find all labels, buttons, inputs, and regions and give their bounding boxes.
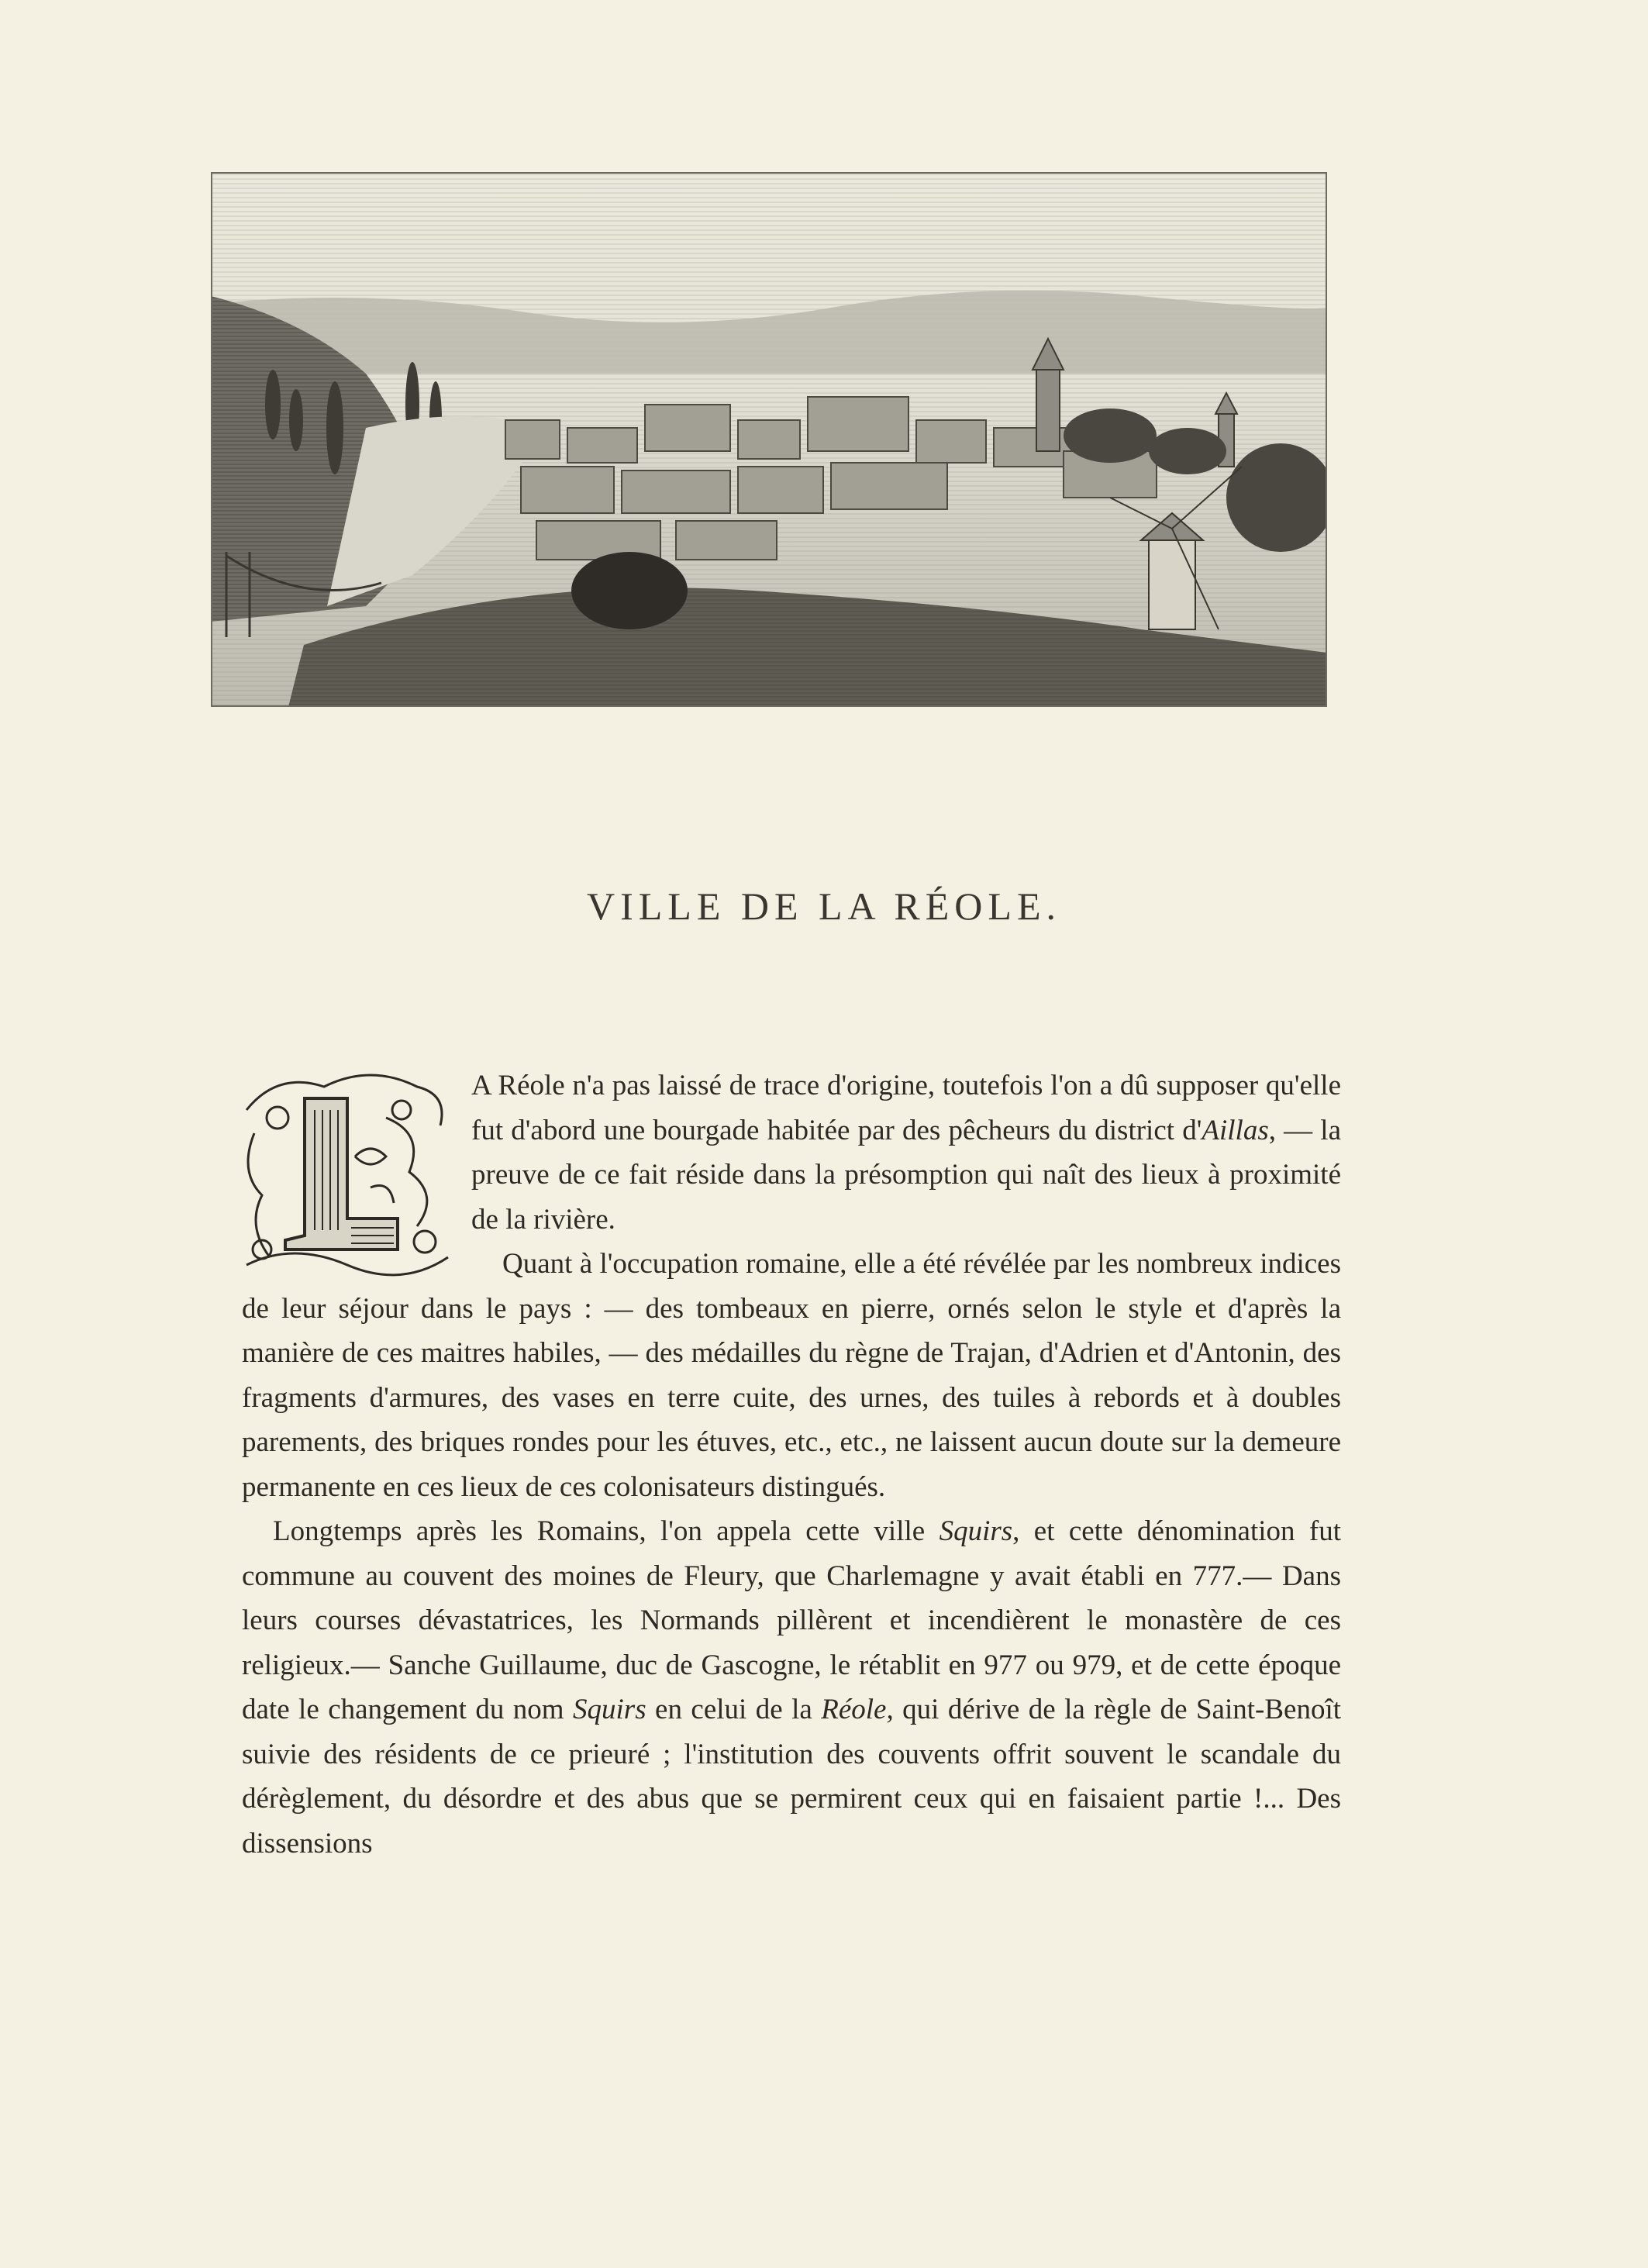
engraving-view-icon [211,172,1327,707]
paragraph-1-text-1: A Réole n'a pas laissé de trace d'origine, toutefois l'on a dû supposer qu'elle fut d'abord une bourgade habitée par des pêcheurs du district d' [471,1070,1341,1146]
paragraph-3-text-2: , et cette dénomination fut commune au couvent des moines de Fleury, que Charlemagne y avait établi en 777.— Dans leurs courses dévastatrices, les Normands pillèrent et incendièrent le monastère de ces religieux.— Sanche Guillaume, duc de Gascogne, le rétablit en 977 ou 979, et de cette époque date le changement du nom [242,1515,1341,1725]
page-title: VILLE DE LA RÉOLE. [586,884,1061,928]
paragraph-3-text-3: en celui de la [646,1694,822,1725]
paragraph-2-text: Quant à l'occupation romaine, elle a été révélée par les nombreux indices de leur séjour dans le pays : — des tombeaux en pierre, ornés selon le style et d'après la manière de ces maitres habiles, — des médailles du règne de Trajan, d'Adrien et d'Antonin, des fragments d'armures, des vases en terre cuite, des urnes, des tuiles à rebords et à doubles parements, des briques rondes pour les étuves, etc., etc., ne laissent aucun doute sur la demeure permanente en ces lieux de ces colonisateurs distingués. [242,1248,1341,1503]
paragraph-3-text-4: qui dérive de la règle de Saint-Benoît suivie des résidents de ce prieuré ; l'institution des couvents offrit souvent le scandale du dérèglement, du désordre et des abus que se permirent ceux qui en faisaient partie !... Des dissensions [242,1694,1342,1860]
engraving-illustration [211,172,1327,707]
paragraph-3-italic-reole: Réole, [821,1694,894,1725]
drop-cap [231,1063,457,1285]
paragraph-3-text-1: Longtemps après les Romains, l'on appela cette ville [273,1515,939,1547]
paragraph-3-italic-squirs-2: Squirs [573,1694,646,1725]
paragraph-3 [242,1509,1341,1866]
paragraph-3-italic-squirs: Squirs [939,1515,1013,1547]
body-text [242,1063,1341,1866]
ornate-letter-l-icon [231,1063,457,1285]
paragraph-1-italic-aillas: Aillas [1202,1114,1269,1146]
paragraph-1-text-2: , — la preuve de ce fait réside dans la présomption qui naît des lieux à proximité de la rivière. [471,1114,1341,1236]
